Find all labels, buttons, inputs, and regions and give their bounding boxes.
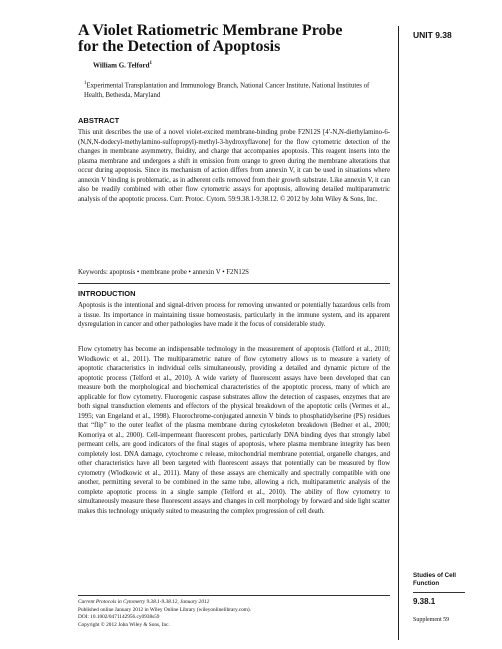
author-text: William G. Telford — [93, 61, 150, 70]
affiliation-text: Experimental Transplantation and Immunology Branch, National Cancer Institute, National Institutes of Health, Bethesda, Maryland — [84, 82, 370, 99]
page-number: 9.38.1 — [413, 597, 436, 606]
abstract-text: This unit describes the use of a novel violet-excited membrane-binding probe F2N12S [4′-N,N-diethylamino-6-(N,N,N-dodecyl-methylamino-sulfopropyl)-methyl-3-hydroxyflavone] for the flow cytometric detection of the changes in membrane asymmetry, fluidity, and charge that accompanies apoptosis. This reagent inserts into the plasma membrane and undergoes a shift in emission from orange to green during the membrane alterations that occur during apoptosis. Since its mechanism of action differs from annexin V, it can be used in situations where annexin V binding is problematic, as in adherent cells removed from their growth substrate. Like annexin V, it can also be readily combined with other flow cytometric assays for apoptosis, allowing detailed multiparametric analysis of the apoptotic process. Curr. Protoc. Cytom. 59:9.38.1-9.38.12. © 2012 by John Wiley & Sons, Inc. — [78, 129, 390, 203]
footer — [78, 599, 390, 629]
footer-published: Published online January 2012 in Wiley Online Library (wileyonlinelibrary.com). — [78, 606, 251, 613]
article-title — [78, 23, 398, 55]
unit-label: UNIT 9.38 — [413, 30, 452, 40]
keywords: Keywords: apoptosis • membrane probe • annexin V • F2N12S — [78, 269, 249, 276]
section-divider — [78, 283, 390, 284]
section-label: Studies of Cell Function — [413, 572, 456, 587]
vertical-rule — [398, 26, 399, 640]
footer-rule — [78, 595, 390, 596]
author-name — [93, 61, 152, 69]
affiliation — [84, 79, 384, 100]
sidebar-rule — [413, 592, 465, 593]
footer-copyright: Copyright © 2012 John Wiley & Sons, Inc. — [78, 621, 170, 628]
introduction-paragraph-2: Flow cytometry has become an indispensable technology in the measurement of apoptosis (Telford et al., 2010; Wlodkowic et al., 2011). The multiparametric nature of flow cytometry allows us to measure a variety of apoptotic characteristics in individual cells simultaneously, providing a detailed and dynamic picture of the apoptotic process (Telford et al., 2010). A wide variety of fluorescent assays have been developed that can measure both the morphological and biochemical characteristics of the apoptotic process, many of which are applicable for flow cytometry. Fluorogenic caspase substrates allow the detection of caspases, enzymes that are both signal transduction elements and effectors of the physical breakdown of the apoptotic cells (Vermes et al., 1995; van Engeland et al., 1998). Fluorochrome-conjugated annexin V binds to phosphatidylserine (PS) residues that “flip” to the outer leaflet of the plasma membrane during cytoskeleton breakdown (Bedner et al., 2000; Komoriya et al., 2000). Cell-impermeant fluorescent probes, particularly DNA binding dyes that strongly label permeant cells, are good indicators of the final stages of apoptosis, where plasma membrane integrity has been completely lost. DNA damage, cytochrome c release, mitochondrial membrane potential, organelle changes, and other characteristics have all been targeted with fluorescent assays that potentially can be measured by flow cytometry (Wlodkowic et al., 2011). Many of these assays are chemically and spectrally compatible with one another, permitting several to be combined in the same tube, allowing a rich, multiparametric analysis of the complete apoptotic process in a single sample (Telford et al., 2010). The ability of flow cytometry to simultaneously measure these fluorescent assays and changes in cell morphology by forward and side light scatter makes this technology uniquely suited to measuring the complex progression of cell death. — [78, 346, 390, 515]
title-line-2: for the Detection of Apoptosis — [78, 38, 281, 55]
supplement-label: Supplement 59 — [413, 617, 450, 623]
affiliation-superscript: 1 — [84, 81, 87, 86]
introduction-heading: INTRODUCTION — [78, 289, 136, 298]
footer-doi: DOI: 10.1002/0471142956.cy0938s59 — [78, 614, 160, 621]
introduction-paragraph-1: Apoptosis is the intentional and signal-driven process for removing unwanted or potentially hazardous cells from a tissue. Its importance in maintaining tissue homeostasis, particularly in the immune system, and its apparent dysregulation in cancer and other pathologies have made it the focus of considerable study. — [78, 302, 390, 328]
abstract-heading: ABSTRACT — [78, 116, 120, 125]
footer-journal: Current Protocols in Cytometry 9.38.1-9.38.12, January 2012 — [78, 599, 210, 605]
title-line-1: A Violet Ratiometric Membrane Probe — [78, 22, 343, 39]
author-superscript: 1 — [149, 61, 152, 66]
